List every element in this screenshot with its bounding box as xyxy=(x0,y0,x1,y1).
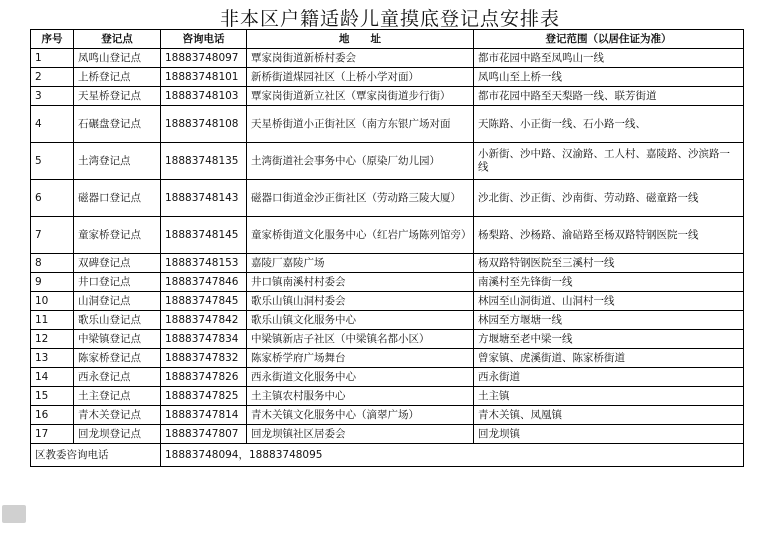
row-index: 9 xyxy=(31,273,74,292)
row-address: 嘉陵厂嘉陵广场 xyxy=(247,254,474,273)
header-scope: 登记范围（以居住证为准） xyxy=(474,30,744,49)
row-address: 土主镇农村服务中心 xyxy=(247,387,474,406)
table-row xyxy=(31,217,744,254)
header-point: 登记点 xyxy=(74,30,161,49)
row-phone: 18883747807 xyxy=(161,425,247,444)
row-scope: 南溪村至先锋街一线 xyxy=(474,273,744,292)
row-scope: 土主镇 xyxy=(474,387,744,406)
row-address: 歌乐山镇文化服务中心 xyxy=(247,311,474,330)
table-row xyxy=(31,68,744,87)
row-point: 井口登记点 xyxy=(74,273,161,292)
header-index: 序号 xyxy=(31,30,74,49)
table-row xyxy=(31,143,744,180)
row-index: 2 xyxy=(31,68,74,87)
registration-table xyxy=(30,29,744,467)
row-phone: 18883748108 xyxy=(161,106,247,143)
row-index: 15 xyxy=(31,387,74,406)
row-phone: 18883748143 xyxy=(161,180,247,217)
table-row xyxy=(31,425,744,444)
footer-row xyxy=(31,444,744,467)
table-row xyxy=(31,330,744,349)
row-index: 17 xyxy=(31,425,74,444)
row-point: 回龙坝登记点 xyxy=(74,425,161,444)
row-phone: 18883748097 xyxy=(161,49,247,68)
table-row xyxy=(31,254,744,273)
row-index: 13 xyxy=(31,349,74,368)
row-index: 10 xyxy=(31,292,74,311)
row-point: 磁器口登记点 xyxy=(74,180,161,217)
row-scope: 杨双路特钢医院至三溪村一线 xyxy=(474,254,744,273)
row-index: 12 xyxy=(31,330,74,349)
row-scope: 回龙坝镇 xyxy=(474,425,744,444)
row-scope: 曾家镇、虎溪街道、陈家桥街道 xyxy=(474,349,744,368)
row-address: 磁器口街道金沙正街社区（劳动路三陵大厦） xyxy=(247,180,474,217)
row-phone: 18883747846 xyxy=(161,273,247,292)
row-index: 7 xyxy=(31,217,74,254)
row-point: 土湾登记点 xyxy=(74,143,161,180)
row-address: 陈家桥学府广场舞台 xyxy=(247,349,474,368)
row-address: 中梁镇新店子社区（中梁镇名都小区） xyxy=(247,330,474,349)
row-scope: 杨梨路、沙杨路、渝碚路至杨双路特钢医院一线 xyxy=(474,217,744,254)
row-scope: 方堰塘至老中梁一线 xyxy=(474,330,744,349)
row-index: 1 xyxy=(31,49,74,68)
row-address: 覃家岗街道新立社区（覃家岗街道步行街） xyxy=(247,87,474,106)
row-scope: 凤鸣山至上桥一线 xyxy=(474,68,744,87)
row-index: 4 xyxy=(31,106,74,143)
row-scope: 西永街道 xyxy=(474,368,744,387)
row-point: 中梁镇登记点 xyxy=(74,330,161,349)
row-phone: 18883748103 xyxy=(161,87,247,106)
row-point: 歌乐山登记点 xyxy=(74,311,161,330)
row-scope: 林园至山洞街道、山洞村一线 xyxy=(474,292,744,311)
table-row xyxy=(31,106,744,143)
row-phone: 18883747814 xyxy=(161,406,247,425)
table-row xyxy=(31,368,744,387)
row-phone: 18883747834 xyxy=(161,330,247,349)
watermark-logo-icon xyxy=(2,505,26,523)
table-row xyxy=(31,311,744,330)
row-address: 青木关镇文化服务中心（滴翠广场） xyxy=(247,406,474,425)
row-address: 土湾街道社会事务中心（原染厂幼儿园） xyxy=(247,143,474,180)
row-phone: 18883748153 xyxy=(161,254,247,273)
row-phone: 18883747845 xyxy=(161,292,247,311)
row-phone: 18883747832 xyxy=(161,349,247,368)
row-index: 16 xyxy=(31,406,74,425)
row-phone: 18883748145 xyxy=(161,217,247,254)
row-scope: 沙北街、沙正街、沙南街、劳动路、磁童路一线 xyxy=(474,180,744,217)
row-point: 天星桥登记点 xyxy=(74,87,161,106)
table-row xyxy=(31,180,744,217)
row-index: 14 xyxy=(31,368,74,387)
row-phone: 18883747842 xyxy=(161,311,247,330)
row-point: 石碾盘登记点 xyxy=(74,106,161,143)
row-phone: 18883748135 xyxy=(161,143,247,180)
row-point: 凤鸣山登记点 xyxy=(74,49,161,68)
row-point: 山洞登记点 xyxy=(74,292,161,311)
row-index: 6 xyxy=(31,180,74,217)
row-phone: 18883747826 xyxy=(161,368,247,387)
table-row xyxy=(31,87,744,106)
row-address: 西永街道文化服务中心 xyxy=(247,368,474,387)
row-scope: 小新街、沙中路、汉渝路、工人村、嘉陵路、沙滨路一线 xyxy=(474,143,744,180)
row-scope: 天陈路、小正街一线、石小路一线、 xyxy=(474,106,744,143)
row-address: 歌乐山镇山洞村委会 xyxy=(247,292,474,311)
row-scope: 都市花园中路至凤鸣山一线 xyxy=(474,49,744,68)
footer-label: 区教委咨询电话 xyxy=(31,444,161,467)
row-phone: 18883748101 xyxy=(161,68,247,87)
row-point: 土主登记点 xyxy=(74,387,161,406)
row-point: 青木关登记点 xyxy=(74,406,161,425)
row-scope: 都市花园中路至天梨路一线、联芳街道 xyxy=(474,87,744,106)
row-index: 3 xyxy=(31,87,74,106)
row-index: 5 xyxy=(31,143,74,180)
row-index: 8 xyxy=(31,254,74,273)
page-title: 非本区户籍适龄儿童摸底登记点安排表 xyxy=(219,8,560,30)
row-point: 上桥登记点 xyxy=(74,68,161,87)
row-address: 覃家岗街道新桥村委会 xyxy=(247,49,474,68)
footer-phones: 18883748094，18883748095 xyxy=(161,444,744,467)
row-point: 陈家桥登记点 xyxy=(74,349,161,368)
table-row xyxy=(31,406,744,425)
header-address: 地 址 xyxy=(247,30,474,49)
row-point: 西永登记点 xyxy=(74,368,161,387)
row-phone: 18883747825 xyxy=(161,387,247,406)
row-address: 童家桥街道文化服务中心（红岩广场陈列馆旁） xyxy=(247,217,474,254)
table-row xyxy=(31,49,744,68)
row-scope: 青木关镇、凤凰镇 xyxy=(474,406,744,425)
table-header-row xyxy=(31,30,744,49)
row-index: 11 xyxy=(31,311,74,330)
row-scope: 林园至方堰塘一线 xyxy=(474,311,744,330)
header-phone: 咨询电话 xyxy=(161,30,247,49)
table-row xyxy=(31,292,744,311)
row-address: 新桥街道煤园社区（上桥小学对面） xyxy=(247,68,474,87)
table-row xyxy=(31,387,744,406)
table-row xyxy=(31,349,744,368)
row-point: 双碑登记点 xyxy=(74,254,161,273)
row-address: 井口镇南溪村村委会 xyxy=(247,273,474,292)
row-address: 天星桥街道小正街社区（南方东银广场对面 xyxy=(247,106,474,143)
row-address: 回龙坝镇社区居委会 xyxy=(247,425,474,444)
row-point: 童家桥登记点 xyxy=(74,217,161,254)
table-row xyxy=(31,273,744,292)
